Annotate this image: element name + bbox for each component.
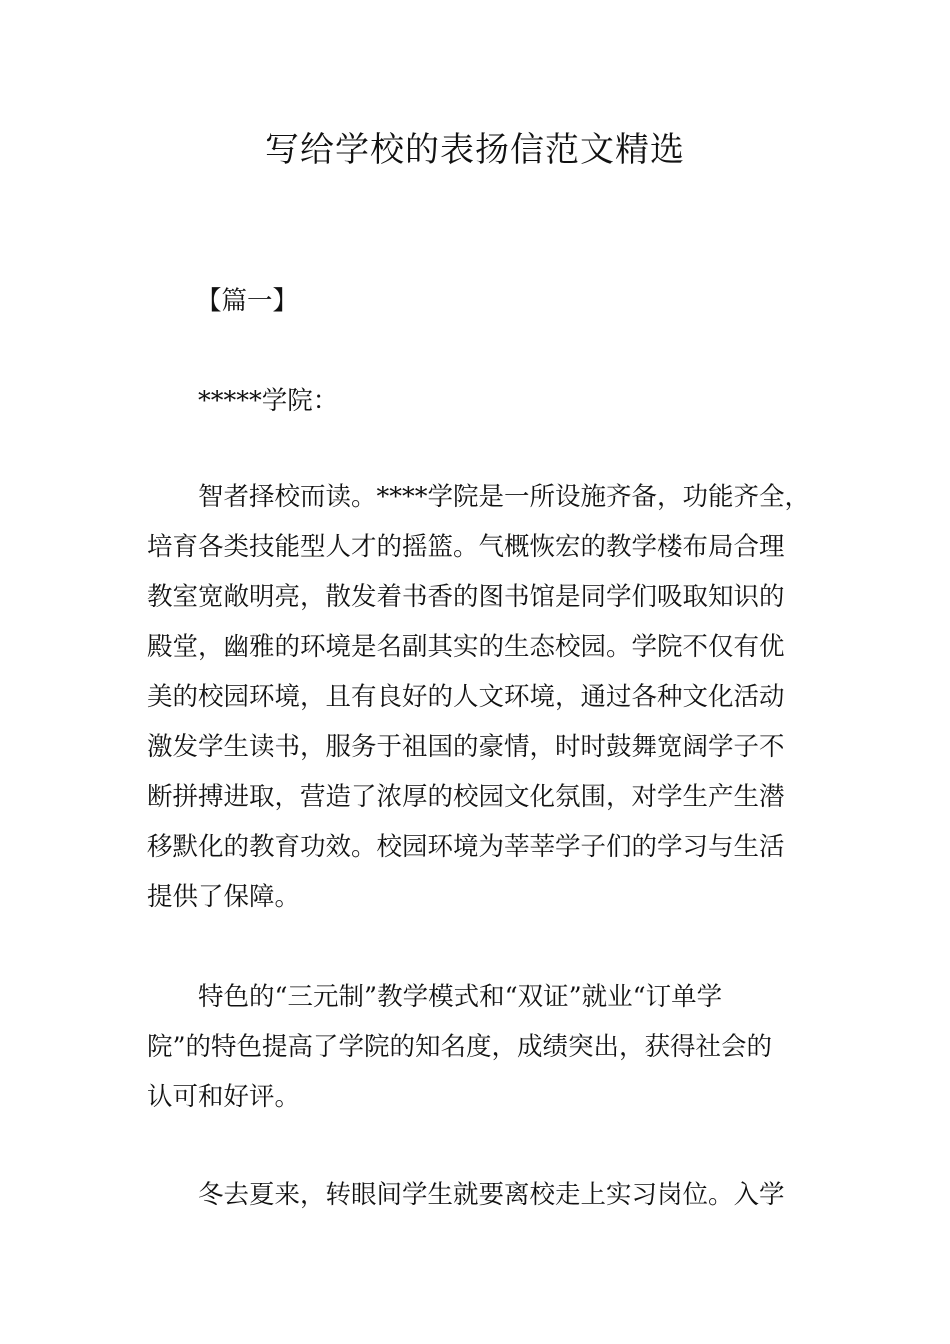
paragraph-line: 激发学生读书，服务于祖国的豪情，时时鼓舞宽阔学子不 [147,732,785,762]
document-title: 写给学校的表扬信范文精选 [265,130,685,170]
salutation: *****学院： [198,386,339,416]
paragraph-line: 院”的特色提高了学院的知名度，成绩突出，获得社会的 [147,1032,773,1062]
paragraph-line: 断拼搏进取，营造了浓厚的校园文化氛围，对学生产生潜 [147,782,785,812]
paragraph-line: 移默化的教育功效。校园环境为莘莘学子们的学习与生活 [147,832,785,862]
paragraph-line: 特色的“三元制”教学模式和“双证”就业“订单学 [198,982,723,1012]
paragraph-line: 认可和好评。 [147,1082,301,1112]
paragraph-line: 培育各类技能型人才的摇篮。气概恢宏的教学楼布局合理 [147,532,785,562]
paragraph-line: 智者择校而读。****学院是一所设施齐备，功能齐全， [198,482,811,512]
paragraph-line: 殿堂，幽雅的环境是名副其实的生态校园。学院不仅有优 [147,632,785,662]
paragraph-line: 提供了保障。 [147,882,301,912]
paragraph-line: 冬去夏来，转眼间学生就要离校走上实习岗位。入学 [198,1180,785,1210]
section-label: 【篇一】 [196,286,299,316]
paragraph-line: 教室宽敞明亮，散发着书香的图书馆是同学们吸取知识的 [147,582,785,612]
paragraph-line: 美的校园环境，且有良好的人文环境，通过各种文化活动 [147,682,785,712]
